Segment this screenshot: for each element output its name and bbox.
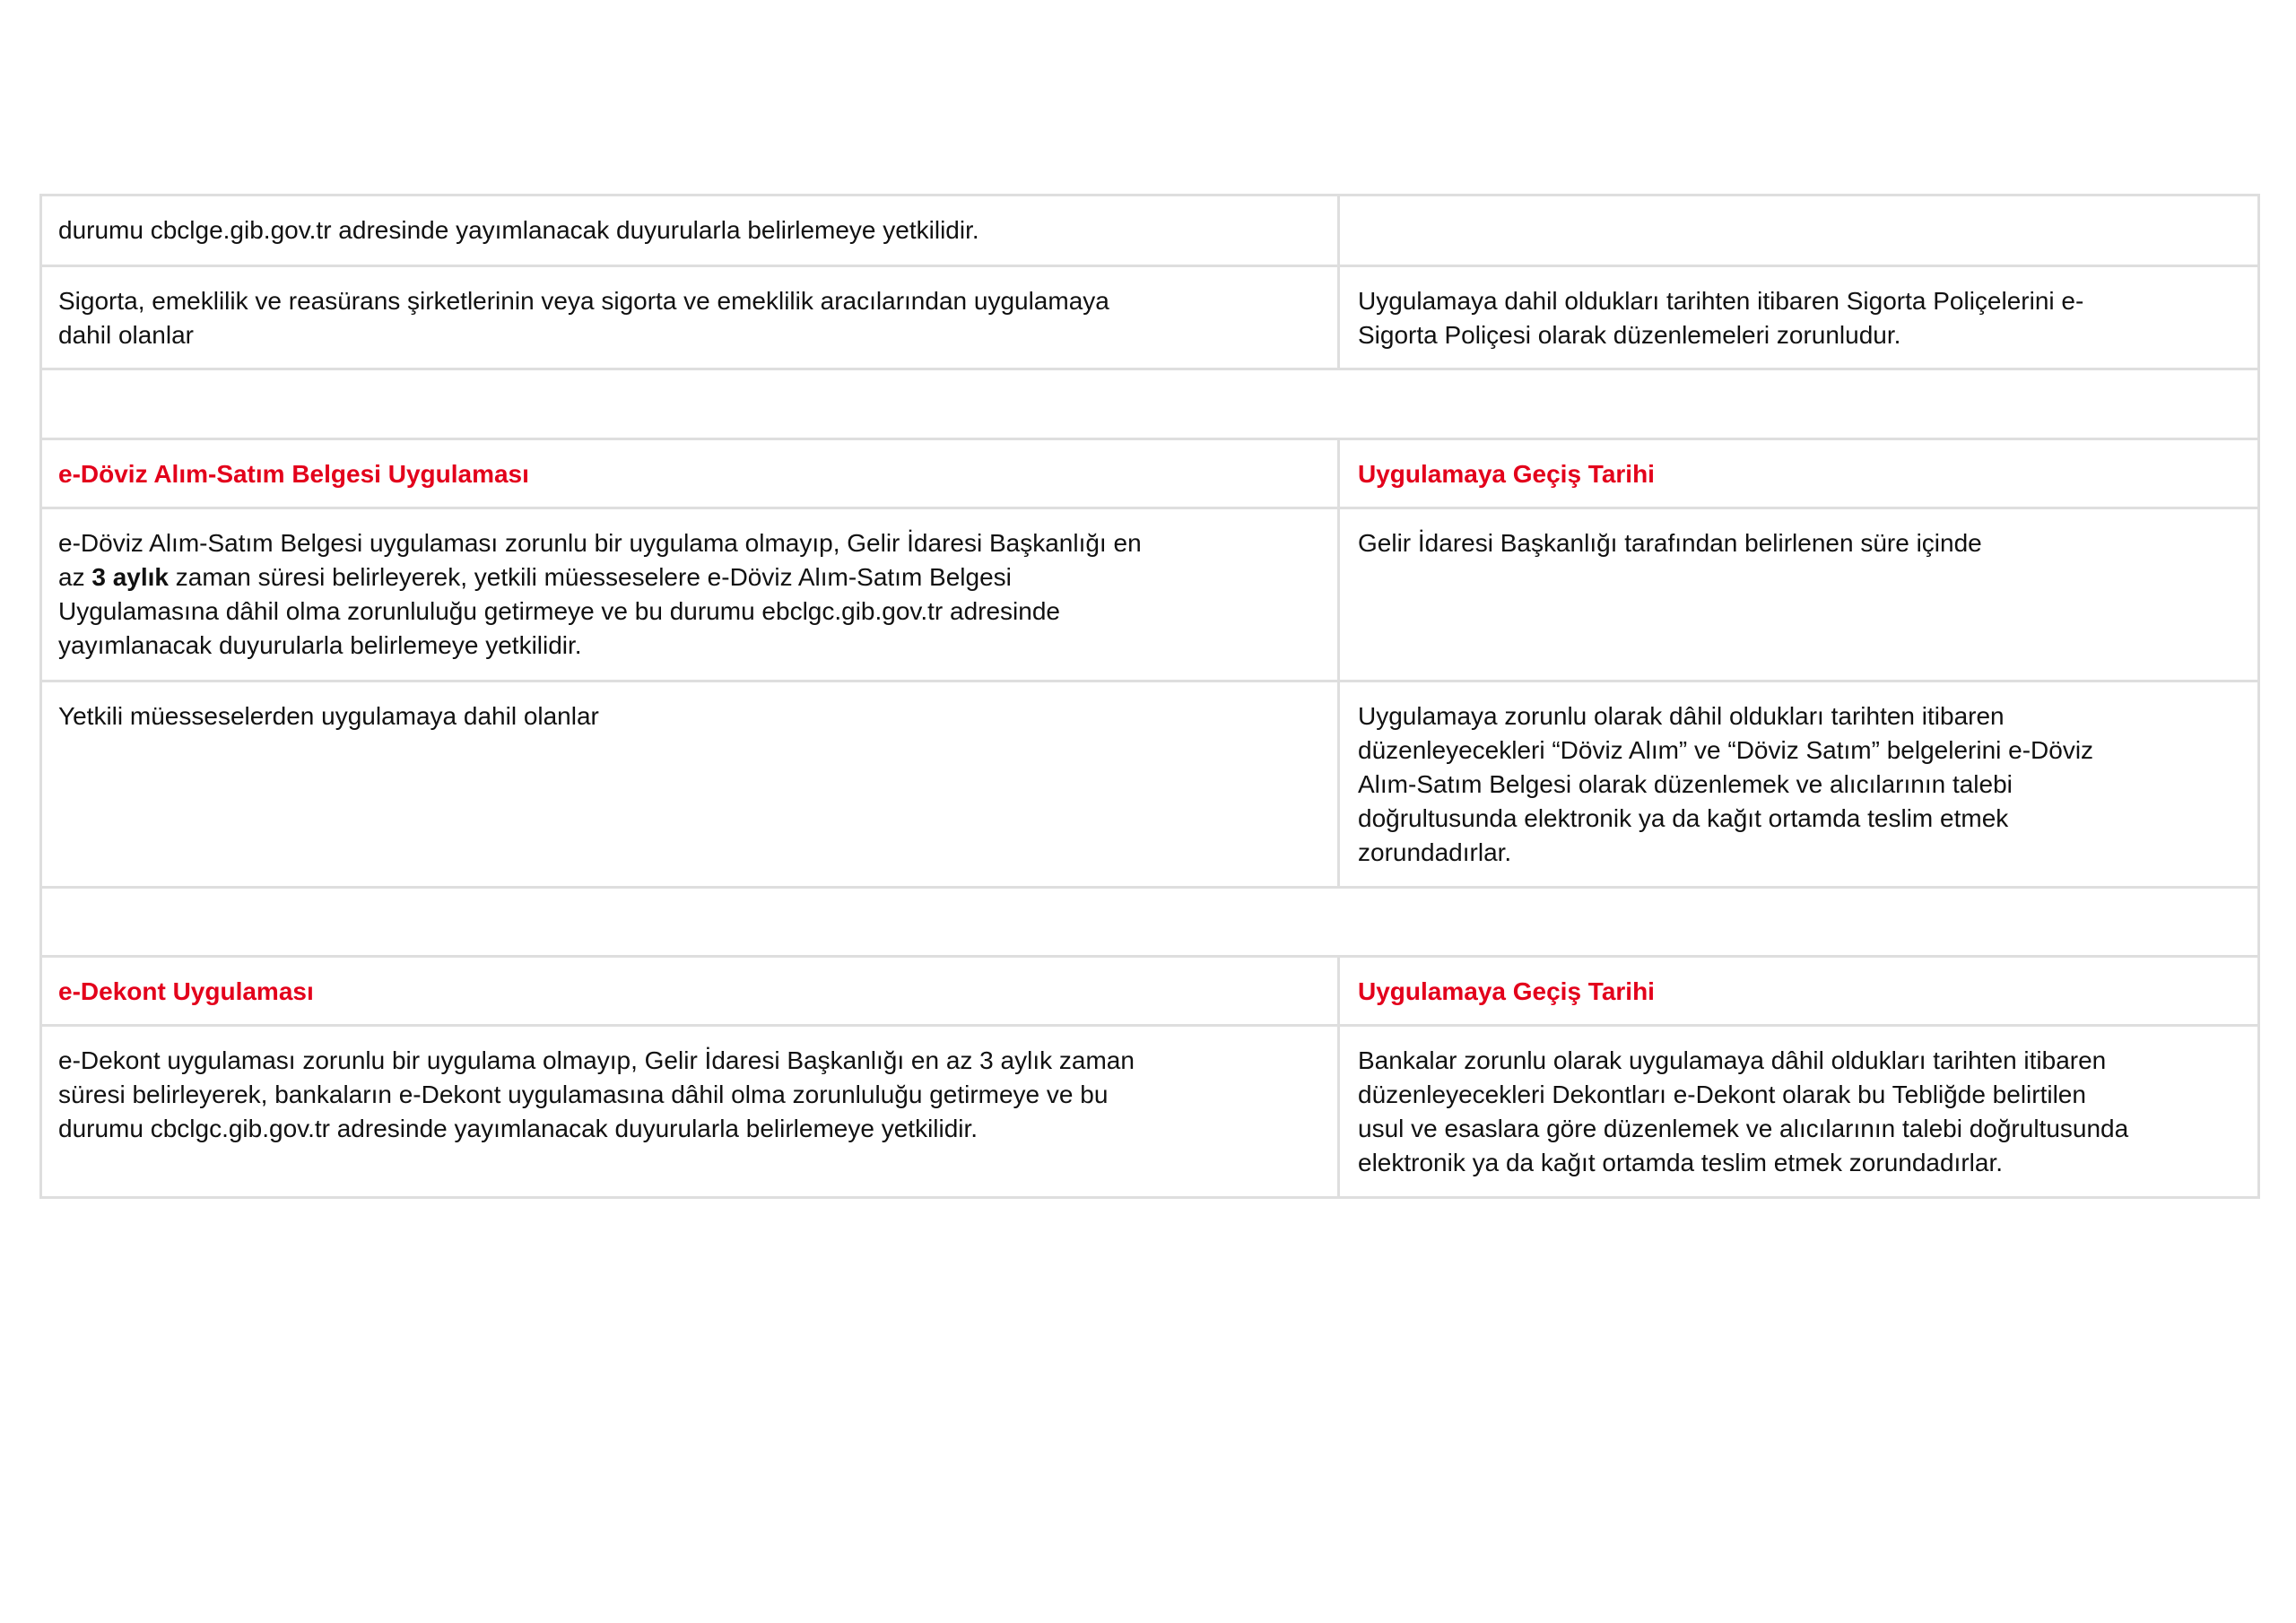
cell-text-rich bbox=[58, 560, 1321, 595]
cell-text: usul ve esaslara göre düzenlemek ve alıcılarının talebi doğrultusunda bbox=[1358, 1115, 2129, 1142]
cell-text: Uygulamaya zorunlu olarak dâhil oldukları tarihten itibaren bbox=[1358, 702, 2005, 730]
bold-duration: 3 aylık bbox=[91, 563, 169, 591]
cell-text: Bankalar zorunlu olarak uygulamaya dâhil oldukları tarihten itibaren bbox=[1358, 1046, 2107, 1074]
cell-description bbox=[41, 508, 1339, 681]
cell-text: Yetkili müesseselerden uygulamaya dahil olanlar bbox=[58, 702, 599, 730]
cell-text: elektronik ya da kağıt ortamda teslim etmek zorundadırlar. bbox=[1358, 1149, 2004, 1176]
section-header-row bbox=[41, 439, 2259, 508]
cell-text: Uygulamasına dâhil olma zorunluluğu getirmeye ve bu durumu ebclgc.gib.gov.tr adresinde bbox=[58, 597, 1060, 625]
cell-text: Sigorta, emeklilik ve reasürans şirketlerinin veya sigorta ve emeklilik aracılarından uygulamaya bbox=[58, 287, 1109, 315]
cell-text: e-Döviz Alım-Satım Belgesi uygulaması zorunlu bir uygulama olmayıp, Gelir İdaresi Başkanlığı en bbox=[58, 529, 1142, 557]
cell-description bbox=[41, 1026, 1339, 1198]
section-date-header bbox=[1339, 957, 2259, 1026]
table-row bbox=[41, 1026, 2259, 1198]
cell-text: yayımlanacak duyurularla belirlemeye yetkilidir. bbox=[58, 631, 582, 659]
cell-text: düzenleyecekleri Dekontları e-Dekont olarak bu Tebliğde belirtilen bbox=[1358, 1081, 2086, 1108]
spacer-cell bbox=[41, 888, 2259, 957]
cell-description bbox=[41, 195, 1339, 266]
table-row bbox=[41, 195, 2259, 266]
cell-description bbox=[41, 681, 1339, 888]
table-row bbox=[41, 681, 2259, 888]
cell-date bbox=[1339, 681, 2259, 888]
cell-date bbox=[1339, 1026, 2259, 1198]
cell-text: dahil olanlar bbox=[58, 321, 194, 349]
cell-description bbox=[41, 266, 1339, 369]
transition-date-heading: Uygulamaya Geçiş Tarihi bbox=[1358, 977, 1655, 1005]
section-header-row bbox=[41, 957, 2259, 1026]
regulation-table bbox=[39, 194, 2260, 1199]
section-heading-edekont: e-Dekont Uygulaması bbox=[58, 977, 314, 1005]
cell-text: süresi belirleyerek, bankaların e-Dekont uygulamasına dâhil olma zorunluluğu getirmeye ve bu bbox=[58, 1081, 1109, 1108]
cell-date bbox=[1339, 508, 2259, 681]
cell-text: düzenleyecekleri “Döviz Alım” ve “Döviz Satım” belgelerini e-Döviz bbox=[1358, 736, 2094, 764]
section-date-header bbox=[1339, 439, 2259, 508]
cell-date bbox=[1339, 195, 2259, 266]
cell-text: e-Dekont uygulaması zorunlu bir uygulama olmayıp, Gelir İdaresi Başkanlığı en az 3 aylık zaman bbox=[58, 1046, 1135, 1074]
cell-date bbox=[1339, 266, 2259, 369]
spacer-row bbox=[41, 888, 2259, 957]
spacer-cell bbox=[41, 369, 2259, 439]
cell-text: doğrultusunda elektronik ya da kağıt ortamda teslim etmek bbox=[1358, 804, 2009, 832]
text-run: zaman süresi belirleyerek, yetkili müesseselere e-Döviz Alım-Satım Belgesi bbox=[169, 563, 1012, 591]
table-row bbox=[41, 508, 2259, 681]
section-title bbox=[41, 439, 1339, 508]
cell-text: Alım-Satım Belgesi olarak düzenlemek ve alıcılarının talebi bbox=[1358, 770, 2013, 798]
table-row bbox=[41, 266, 2259, 369]
section-heading-edoviz: e-Döviz Alım-Satım Belgesi Uygulaması bbox=[58, 460, 529, 488]
spacer-row bbox=[41, 369, 2259, 439]
transition-date-heading: Uygulamaya Geçiş Tarihi bbox=[1358, 460, 1655, 488]
cell-text: zorundadırlar. bbox=[1358, 838, 1512, 866]
cell-text: Uygulamaya dahil oldukları tarihten itibaren Sigorta Poliçelerini e- bbox=[1358, 287, 2084, 315]
cell-text: durumu cbclgc.gib.gov.tr adresinde yayımlanacak duyurularla belirlemeye yetkilidir. bbox=[58, 1115, 978, 1142]
cell-text: Gelir İdaresi Başkanlığı tarafından belirlenen süre içinde bbox=[1358, 529, 1982, 557]
cell-text: Sigorta Poliçesi olarak düzenlemeleri zorunludur. bbox=[1358, 321, 1901, 349]
cell-text: durumu cbclge.gib.gov.tr adresinde yayımlanacak duyurularla belirlemeye yetkilidir. bbox=[58, 216, 979, 244]
section-title bbox=[41, 957, 1339, 1026]
text-run: az bbox=[58, 563, 92, 591]
